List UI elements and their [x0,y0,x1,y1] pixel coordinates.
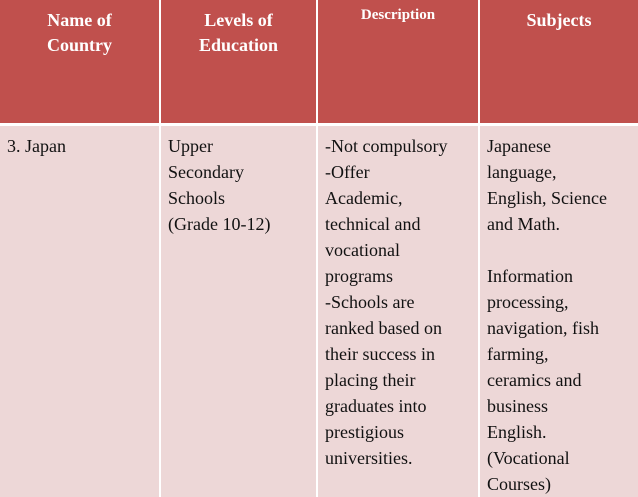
header-description-line-1: Description [360,7,436,23]
header-country-line-1: Name of [47,10,112,30]
description-line: -Schools are [325,291,415,312]
description-line: universities. [325,447,413,468]
description-line: programs [325,265,393,286]
description-line: graduates into [325,395,427,416]
subject-line: Courses) [487,473,551,494]
subject-line: Information [487,265,573,286]
country-cell [0,124,160,497]
header-row [0,0,638,124]
subject-line: Japanese [487,135,551,156]
description-cell [317,124,479,497]
levels-cell [160,124,317,497]
subject-line: ceramics and [487,369,582,390]
description-line: ranked based on [325,317,442,338]
description-line: their success in [325,343,435,364]
levels-line: Upper [168,135,213,156]
description-line: -Offer [325,161,370,182]
header-description [317,0,479,124]
header-subjects [479,0,638,124]
subject-line: navigation, fish [487,317,599,338]
levels-line: Schools [168,187,226,208]
description-line: prestigious [325,421,404,442]
country-name: 3. Japan [7,135,66,156]
header-country [0,0,160,124]
subject-line: (Vocational [487,447,570,468]
subject-gap [487,237,630,263]
subject-line: business [487,395,549,416]
header-levels-line-2: Education [198,35,279,55]
table-row [0,124,638,497]
description-line: Academic, [325,187,403,208]
levels-line: (Grade 10-12) [168,213,271,234]
levels-text [168,133,308,237]
description-line: vocational [325,239,400,260]
table-header [0,0,638,124]
subject-line: language, [487,161,557,182]
header-levels [160,0,317,124]
levels-line: Secondary [168,161,244,182]
description-line: technical and [325,213,421,234]
header-country-line-2: Country [46,35,112,55]
description-text [325,133,470,471]
description-line: -Not compulsory [325,135,448,156]
subject-line: processing, [487,291,569,312]
vocational-subjects-text [487,263,630,497]
subject-line: English. [487,421,547,442]
subjects-cell [479,124,638,497]
subject-line: farming, [487,343,549,364]
subject-line: English, Science [487,187,607,208]
description-line: placing their [325,369,416,390]
core-subjects-text [487,133,630,237]
header-levels-line-1: Levels of [204,10,273,30]
subject-line: and Math. [487,213,560,234]
header-subjects-line-1: Subjects [526,10,592,30]
table-body [0,124,638,497]
